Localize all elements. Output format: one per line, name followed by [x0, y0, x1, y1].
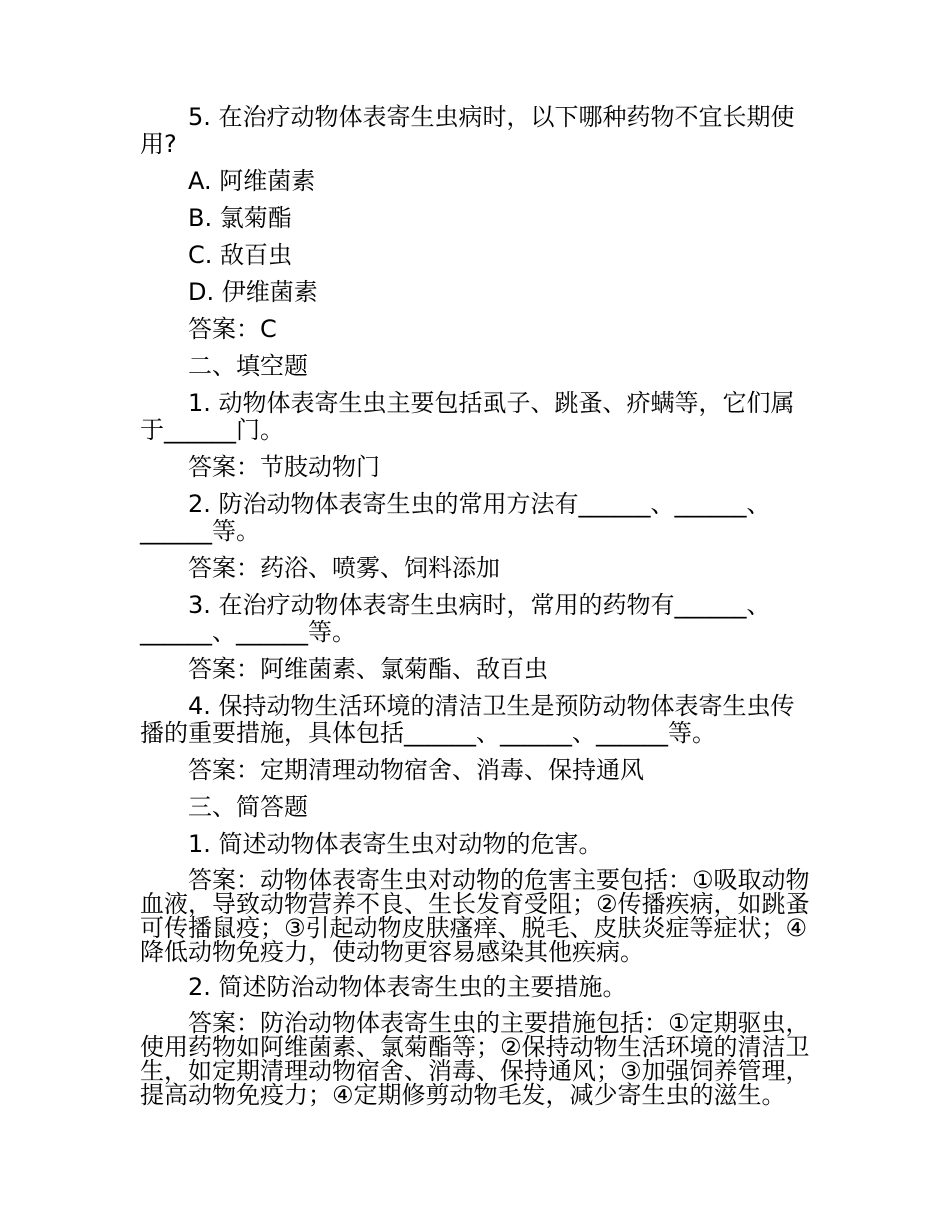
- fill-answer-2: 答案：药浴、喷雾、饲料添加: [188, 554, 500, 582]
- section-heading-short-answer: 三、简答题: [188, 793, 308, 821]
- fill-answer-4: 答案：定期清理动物宿舍、消毒、保持通风: [188, 756, 644, 784]
- answer-q5: 答案：C: [188, 315, 277, 343]
- document-body: [140, 104, 812, 1117]
- fill-question-1: 1. 动物体表寄生虫主要包括虱子、跳蚤、疥螨等，它们属于______门。: [140, 389, 795, 444]
- fill-answer-1: 答案：节肢动物门: [188, 453, 380, 481]
- fill-answer-3: 答案：阿维菌素、氯菊酯、敌百虫: [188, 655, 548, 683]
- option-d: D. 伊维菌素: [188, 278, 318, 306]
- short-answer-1: 答案：动物体表寄生虫对动物的危害主要包括：①吸取动物血液，导致动物营养不良、生长发育受阻；②传播疾病，如跳蚤可传播鼠疫；③引起动物皮肤瘙痒、脱毛、皮肤炎症等症状；④降低动物免疫力，使动物更容易感染其他疾病。: [140, 866, 810, 966]
- fill-question-2: 2. 防治动物体表寄生虫的常用方法有______、______、______等。: [140, 490, 771, 545]
- short-question-2: 2. 简述防治动物体表寄生虫的主要措施。: [188, 973, 627, 1001]
- short-answer-2: 答案：防治动物体表寄生虫的主要措施包括：①定期驱虫，使用药物如阿维菌素、氯菊酯等；②保持动物生活环境的清洁卫生，如定期清理动物宿舍、消毒、保持通风；③加强饲养管理，提高动物免疫力；④定期修剪动物毛发，减少寄生虫的滋生。: [140, 1009, 810, 1109]
- question-5: 5. 在治疗动物体表寄生虫病时，以下哪种药物不宜长期使用?: [140, 103, 795, 158]
- option-a: A. 阿维菌素: [188, 167, 316, 195]
- fill-question-3: 3. 在治疗动物体表寄生虫病时，常用的药物有______、______、______等。: [140, 591, 771, 646]
- option-b: B. 氯菊酯: [188, 204, 292, 232]
- short-question-1: 1. 简述动物体表寄生虫对动物的危害。: [188, 830, 603, 858]
- option-c: C. 敌百虫: [188, 241, 293, 269]
- fill-question-4: 4. 保持动物生活环境的清洁卫生是预防动物体表寄生虫传播的重要措施，具体包括______、______、______等。: [140, 692, 795, 747]
- section-heading-fill-in: 二、填空题: [188, 352, 308, 380]
